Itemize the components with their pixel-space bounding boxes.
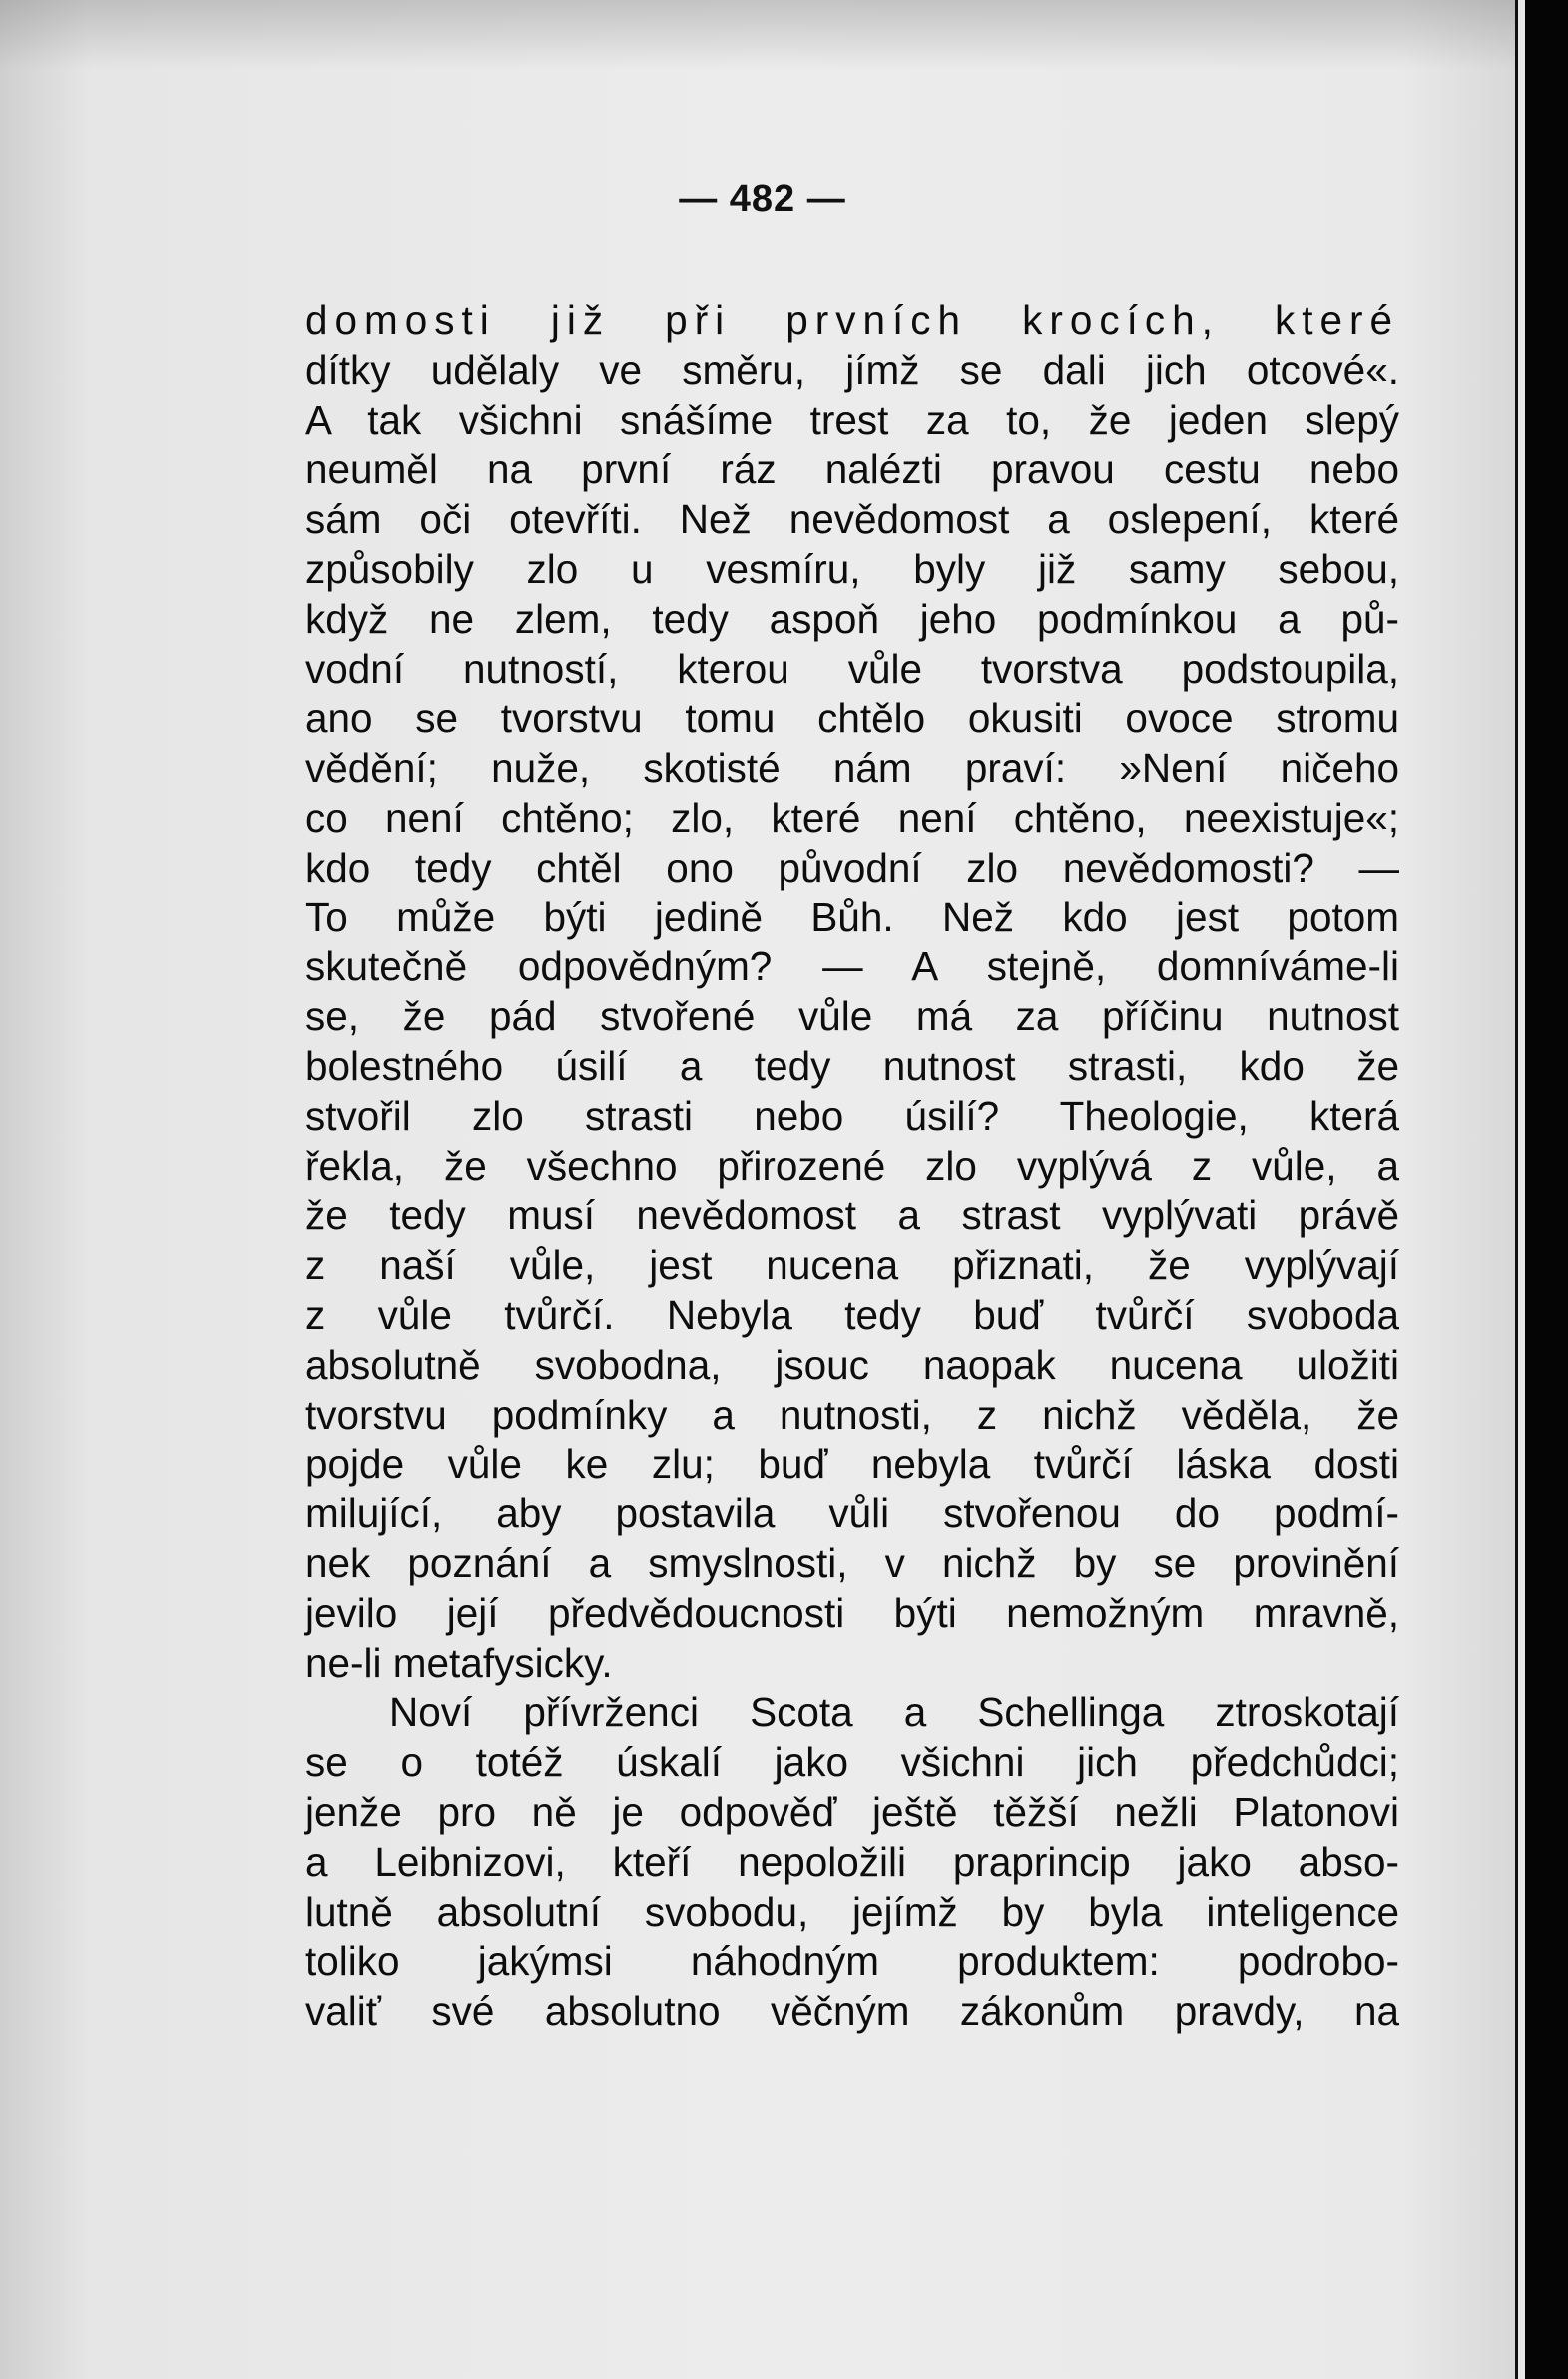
text-line: co není chtěno; zlo, které není chtěno, neexistuje«; (305, 794, 1399, 841)
text-line: vodní nutností, kterou vůle tvorstva podstoupila, (305, 645, 1399, 692)
text-line: vědění; nuže, skotisté nám praví: »Není ničeho (305, 745, 1399, 792)
text-line: sám oči otevříti. Než nevědomost a oslepení, které (305, 496, 1399, 543)
text-line: lutně absolutní svobodu, jejímž by byla inteligence (305, 1888, 1399, 1935)
text-line: z vůle tvůrčí. Nebyla tedy buď tvůrčí svoboda (305, 1291, 1399, 1338)
page-shadow (0, 0, 1525, 70)
scan-border (1525, 0, 1568, 2379)
text-line: pojde vůle ke zlu; buď nebyla tvůrčí láska dosti (305, 1441, 1399, 1487)
text-line: kdo tedy chtěl ono původní zlo nevědomosti? — (305, 844, 1399, 891)
text-line: tvorstvu podmínky a nutnosti, z nichž věděla, že (305, 1391, 1399, 1438)
text-line: stvořil zlo strasti nebo úsilí? Theologie, která (305, 1092, 1399, 1139)
text-line: a Leibnizovi, kteří nepoložili praprincip jako abso- (305, 1838, 1399, 1885)
text-line: domosti již při prvních krocích, které (305, 297, 1399, 343)
text-line: ne-li metafysicky. (305, 1639, 613, 1686)
page-number: — 482 — (679, 178, 846, 220)
text-line: neuměl na první ráz nalézti pravou cestu nebo (305, 446, 1399, 493)
text-line: skutečně odpovědným? — A stejně, domníváme-li (305, 943, 1399, 990)
page-edge (1515, 0, 1525, 2379)
text-line: se, že pád stvořené vůle má za příčinu nutnost (305, 993, 1399, 1040)
text-line: To může býti jedině Bůh. Než kdo jest potom (305, 893, 1399, 940)
text-line: milující, aby postavila vůli stvořenou do podmí- (305, 1490, 1399, 1537)
text-line: bolestného úsilí a tedy nutnost strasti, kdo že (305, 1042, 1399, 1089)
text-line: absolutně svobodna, jsouc naopak nucena uložiti (305, 1341, 1399, 1388)
text-line: způsobily zlo u vesmíru, byly již samy sebou, (305, 545, 1399, 592)
body-text (305, 297, 1399, 2037)
text-line: dítky udělaly ve směru, jímž se dali jich otcové«. (305, 346, 1399, 393)
text-line: nek poznání a smyslnosti, v nichž by se provinění (305, 1539, 1399, 1586)
text-line: řekla, že všechno přirozené zlo vyplývá z vůle, a (305, 1142, 1399, 1189)
text-line: A tak všichni snášíme trest za to, že jeden slepý (305, 396, 1399, 443)
text-line: toliko jakýmsi náhodným produktem: podrobo- (305, 1938, 1399, 1985)
text-line: jevilo její předvědoucnosti býti nemožným mravně, (305, 1589, 1399, 1636)
text-line: Noví přívrženci Scota a Schellinga ztroskotají (389, 1689, 1399, 1736)
text-line: když ne zlem, tedy aspoň jeho podmínkou a pů- (305, 595, 1399, 642)
text-line: z naší vůle, jest nucena přiznati, že vyplývají (305, 1242, 1399, 1289)
text-line: se o totéž úskalí jako všichni jich předchůdci; (305, 1739, 1399, 1786)
text-line: valiť své absolutno věčným zákonům pravdy, na (305, 1988, 1399, 2035)
text-line: ano se tvorstvu tomu chtělo okusiti ovoce stromu (305, 695, 1399, 742)
text-line: že tedy musí nevědomost a strast vyplývati právě (305, 1192, 1399, 1239)
text-line: jenže pro ně je odpověď ještě těžší nežli Platonovi (305, 1788, 1399, 1835)
